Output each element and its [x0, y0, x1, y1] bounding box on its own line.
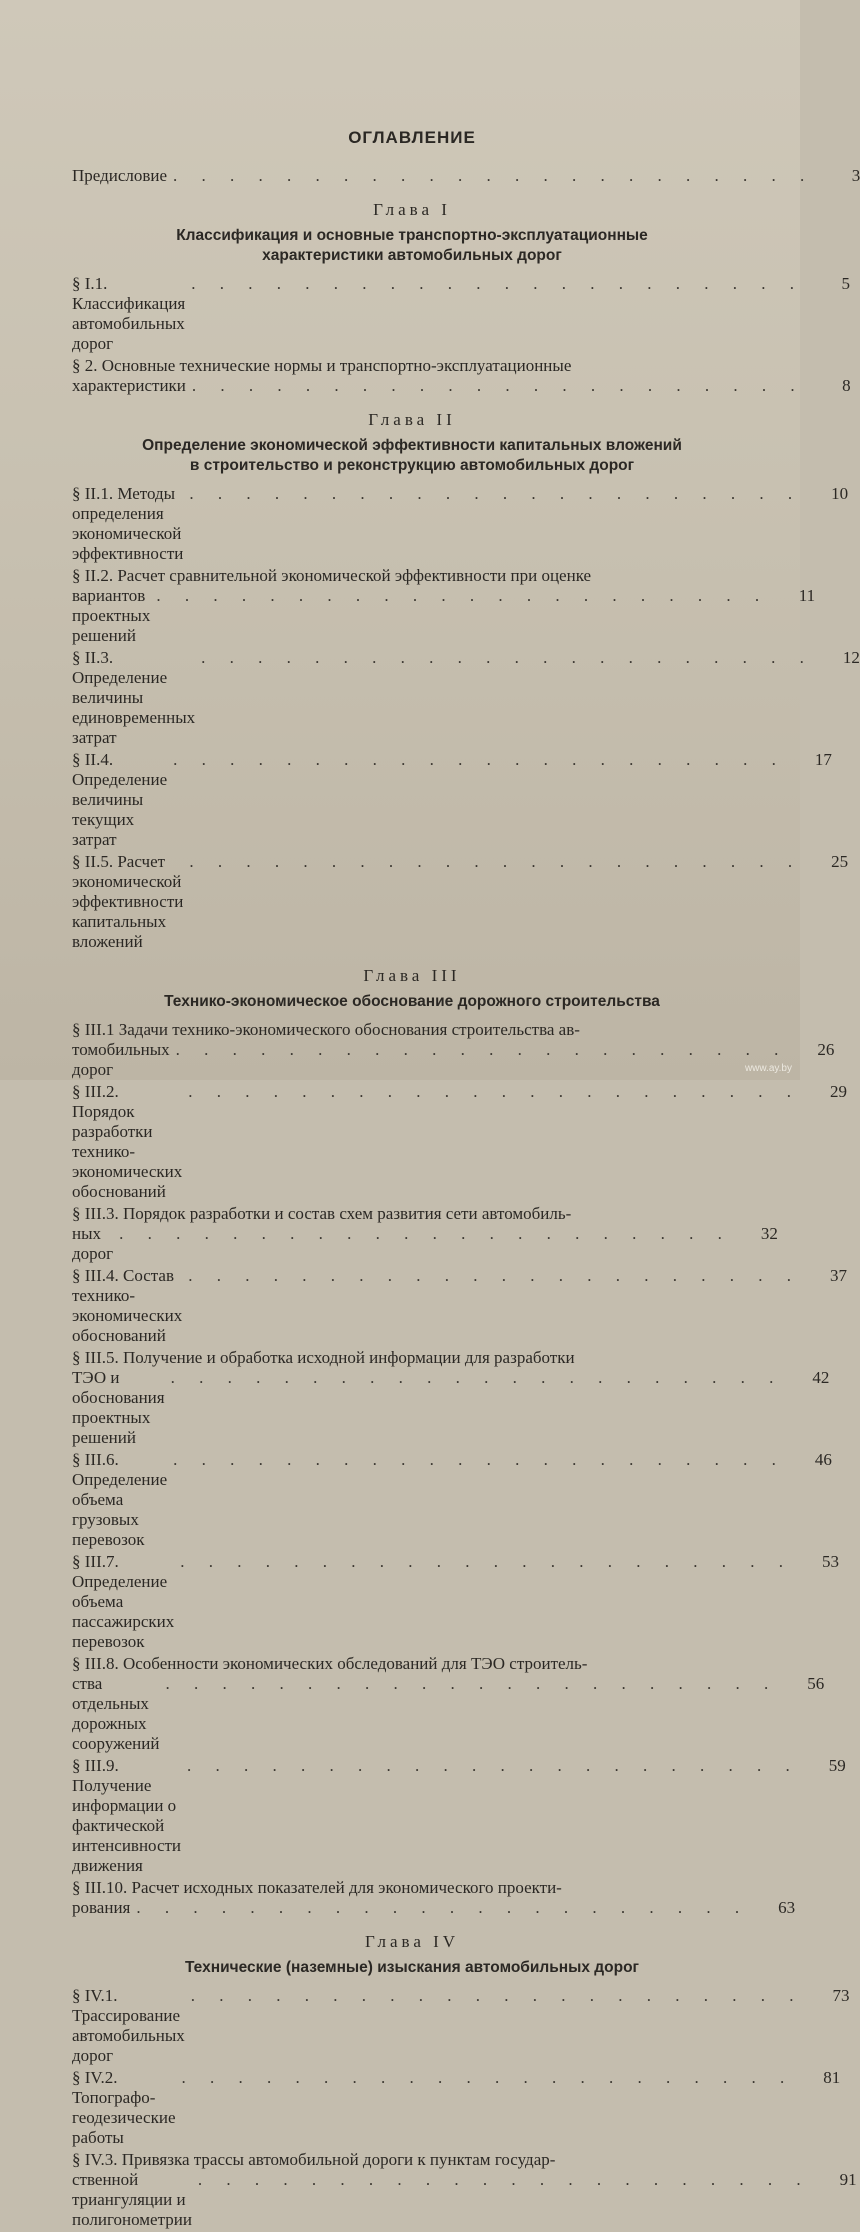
entry-text: § I.1. Классификация автомобильных дорог: [72, 274, 186, 353]
entry-text: ТЭО и обоснования проектных решений: [72, 1368, 165, 1447]
toc-entry: [72, 2150, 857, 2230]
page-number: 53: [821, 1552, 839, 1571]
leader-dots: . . . . . . . . . . . . . . . . . . . . . .: [201, 648, 814, 667]
entry-text: § III.6. Определение объема грузовых перевозок: [72, 1450, 168, 1549]
leader-dots: . . . . . . . . . . . . . . . . . . . . . .: [170, 1368, 784, 1387]
leader-dots: . . . . . . . . . . . . . . . . . . . . . .: [181, 2068, 795, 2087]
entry-text: ных дорог: [72, 1224, 114, 1263]
entry-text: § III.5. Получение и обработка исходной информации для разработки: [72, 1348, 575, 1367]
toc-entry: [72, 1654, 825, 1754]
entry-text: характеристики: [72, 376, 186, 395]
entry-text: вариантов проектных решений: [72, 586, 151, 645]
page-number: 8: [842, 376, 851, 395]
page-number: 91: [839, 2170, 857, 2189]
toc-entry: [72, 1878, 796, 1918]
leader-dots: . . . . . . . . . . . . . . . . . . . . . .: [119, 1224, 732, 1243]
page-number: 12: [842, 648, 860, 667]
entry-text: § III.9. Получение информации о фактической интенсивности движения: [72, 1756, 182, 1875]
toc-entry: [72, 1450, 832, 1550]
page-number: 25: [831, 852, 849, 871]
page-number: 17: [814, 750, 832, 769]
leader-dots: . . . . . . . . . . . . . . . . . . . . . .: [173, 750, 786, 769]
entry-text: § III.2. Порядок разработки технико-экономических обоснований: [72, 1082, 183, 1201]
leader-dots: . . . . . . . . . . . . . . . . . . . . . .: [189, 484, 803, 503]
toc-entry: [72, 274, 850, 354]
toc-entry: [72, 648, 860, 748]
entry-text: § IV.1. Трассирование автомобильных дорог: [72, 1986, 185, 2065]
chapter-title: Определение экономической эффективности капитальных вложений: [142, 437, 682, 454]
entry-text: § III.1 Задачи технико-экономического обоснования строительства ав-: [72, 1020, 580, 1039]
entry-text: § II.3. Определение величины единовременных затрат: [72, 648, 196, 747]
watermark: www.ay.by: [744, 1063, 792, 1074]
toc-entry-preface: [72, 166, 860, 186]
leader-dots: . . . . . . . . . . . . . . . . . . . . . .: [191, 376, 805, 395]
page-number: 46: [814, 1450, 832, 1469]
entry-text: § III.7. Определение объема пассажирских перевозок: [72, 1552, 175, 1651]
entry-text: томобильных дорог: [72, 1040, 170, 1079]
page-number: 63: [778, 1898, 796, 1917]
page-number: 37: [829, 1266, 847, 1285]
entry-text: § II.5. Расчет экономической эффективности капитальных вложений: [72, 852, 184, 951]
leader-dots: . . . . . . . . . . . . . . . . . . . . . .: [191, 274, 804, 293]
entry-text: § IV.3. Привязка трассы автомобильной дороги к пунктам государ-: [72, 2150, 556, 2169]
leader-dots: . . . . . . . . . . . . . . . . . . . . . .: [188, 1082, 801, 1101]
leader-dots: . . . . . . . . . . . . . . . . . . . . . .: [136, 1898, 750, 1917]
chapter-heading: Глава II: [368, 410, 456, 429]
toc-entry: [72, 484, 849, 564]
page-number: 5: [841, 274, 850, 293]
leader-dots: . . . . . . . . . . . . . . . . . . . . . . .: [173, 166, 815, 185]
leader-dots: . . . . . . . . . . . . . . . . . . . . . .: [189, 852, 803, 871]
leader-dots: . . . . . . . . . . . . . . . . . . . . . .: [175, 1040, 789, 1059]
page-number: 42: [812, 1368, 830, 1387]
entry-text: рования: [72, 1898, 131, 1917]
toc-entry: [72, 1348, 830, 1448]
toc-entry: [72, 1204, 778, 1264]
entry-text: § III.10. Расчет исходных показателей для экономического проекти-: [72, 1878, 562, 1897]
entry-text: Предисловие: [72, 166, 168, 185]
page-number: 73: [832, 1986, 850, 2005]
page-number: 59: [828, 1756, 846, 1775]
page-number: 3: [851, 166, 860, 185]
leader-dots: . . . . . . . . . . . . . . . . . . . . . .: [188, 1266, 801, 1285]
entry-text: § II.4. Определение величины текущих затрат: [72, 750, 168, 849]
leader-dots: . . . . . . . . . . . . . . . . . . . . . .: [173, 1450, 786, 1469]
toc-entry: [72, 566, 816, 646]
entry-text: § III.4. Состав технико-экономических обоснований: [72, 1266, 183, 1345]
chapter-title: Классификация и основные транспортно-эксплуатационные: [176, 227, 648, 244]
entry-text: § III.8. Особенности экономических обследований для ТЭО строитель-: [72, 1654, 588, 1673]
toc-entry: [72, 1756, 846, 1876]
entry-text: § II.1. Методы определения экономической эффективности: [72, 484, 184, 563]
chapter-title: характеристики автомобильных дорог: [262, 247, 562, 264]
entry-text: ственной триангуляции и полигонометрии: [72, 2170, 192, 2229]
leader-dots: . . . . . . . . . . . . . . . . . . . . . .: [165, 1674, 779, 1693]
page-number: 11: [798, 586, 816, 605]
page-number: 26: [817, 1040, 835, 1059]
chapter-title: Технико-экономическое обоснование дорожного строительства: [164, 993, 660, 1010]
page-number: 81: [823, 2068, 841, 2087]
chapter-title: в строительство и реконструкцию автомобильных дорог: [189, 457, 635, 474]
toc-entry: [72, 750, 832, 850]
chapter-heading: Глава I: [373, 200, 451, 219]
chapter-title: Технические (наземные) изыскания автомобильных дорог: [184, 1959, 639, 1976]
page-number: 32: [760, 1224, 778, 1243]
entry-text: § II.2. Расчет сравнительной экономической эффективности при оценке: [72, 566, 592, 585]
toc-entry: [72, 2068, 841, 2148]
leader-dots: . . . . . . . . . . . . . . . . . . . . . .: [187, 1756, 800, 1775]
toc-entry: [72, 1986, 850, 2066]
leader-dots: . . . . . . . . . . . . . . . . . . . . . .: [156, 586, 770, 605]
leader-dots: . . . . . . . . . . . . . . . . . . . . . .: [190, 1986, 804, 2005]
toc-entry: [72, 1552, 839, 1652]
toc-entry: [72, 356, 851, 396]
toc-entry: [72, 1266, 847, 1346]
entry-text: ства отдельных дорожных сооружений: [72, 1674, 160, 1753]
entry-text: § III.3. Порядок разработки и состав схем развития сети автомобиль-: [72, 1204, 572, 1223]
leader-dots: . . . . . . . . . . . . . . . . . . . . . .: [180, 1552, 793, 1571]
toc-entry: [72, 852, 849, 952]
chapter-heading: Глава III: [363, 966, 461, 985]
page-number: 56: [807, 1674, 825, 1693]
leader-dots: . . . . . . . . . . . . . . . . . . . . . .: [197, 2170, 811, 2189]
chapter-heading: Глава IV: [364, 1932, 460, 1951]
entry-text: § 2. Основные технические нормы и транспортно-эксплуатационные: [72, 356, 572, 375]
toc-entry: [72, 1082, 847, 1202]
entry-text: § IV.2. Топографо-геодезические работы: [72, 2068, 176, 2147]
toc-title: ОГЛАВЛЕНИЕ: [348, 128, 476, 147]
page-number: 10: [831, 484, 849, 503]
page-number: 29: [830, 1082, 847, 1101]
